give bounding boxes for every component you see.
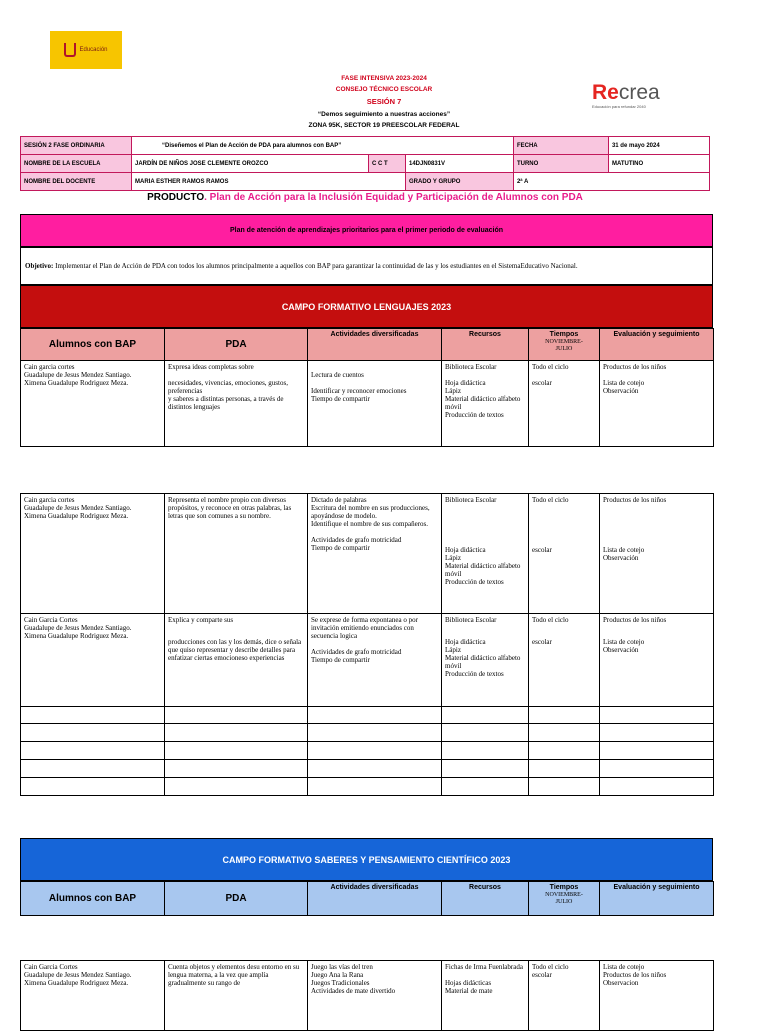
recrea-logo-crea: crea	[618, 81, 660, 104]
evaluacion-cell	[600, 494, 714, 614]
actividad-text: Juego las vías del tren	[311, 963, 373, 971]
evaluacion-text: Observacion	[603, 979, 639, 987]
actividad-text: Tiempo de compartir	[311, 656, 370, 664]
info-teacher-value: MARIA ESTHER RAMOS RAMOS	[132, 173, 406, 191]
alumno-name: Guadalupe de Jesus Mendez Santiago.	[24, 371, 132, 379]
recrea-logo	[592, 82, 680, 112]
pda-text: Expresa ideas completas sobre	[168, 363, 254, 371]
tiempo-text: escolar	[532, 546, 552, 554]
educacion-logo	[50, 31, 122, 69]
alumno-name: Ximena Guadalupe Rodriguez Meza.	[24, 632, 129, 640]
col-evaluacion-header: Evaluación y seguimiento	[600, 329, 714, 361]
alumno-name: Cain garcia cortes	[24, 496, 75, 504]
saberes-table-header	[20, 881, 714, 916]
alumnos-cell	[21, 361, 165, 447]
recurso-text: Producción de textos	[445, 578, 504, 586]
recurso-text: Lápiz	[445, 554, 461, 562]
info-cct-label: C C T	[369, 155, 406, 173]
recursos-cell	[442, 494, 529, 614]
recurso-text: Hoja didáctica	[445, 638, 486, 646]
tiempo-text: Todo el ciclo	[532, 363, 569, 371]
alumno-name: Guadalupe de Jesus Mendez Santiago.	[24, 624, 132, 632]
tiempos-cell	[529, 961, 600, 1031]
alumno-name: Ximena Guadalupe Rodriguez Meza.	[24, 379, 129, 387]
campo-lenguajes-bar	[20, 285, 713, 328]
pda-cell	[165, 614, 308, 707]
actividad-text: Se exprese de forma expontanea o por invitación emitiendo enunciados con secuencia logica	[311, 616, 418, 640]
table-row	[21, 961, 714, 1031]
pda-cell	[165, 494, 308, 614]
tiempos-cell	[529, 361, 600, 447]
info-teacher-label: NOMBRE DEL DOCENTE	[21, 173, 132, 191]
pda-text: Cuenta objetos y elementos desu entorno en su lengua materna, a la vez que amplía gradualmente su rango de	[168, 963, 300, 987]
lenguajes-table-1	[20, 328, 714, 447]
recurso-text: Hoja didáctica	[445, 379, 486, 387]
header-line-3: SESIÓN 7	[366, 97, 402, 106]
col-actividades-header: Actividades diversificadas	[308, 329, 442, 361]
educacion-logo-text: Educación	[79, 47, 108, 53]
empty-row	[21, 724, 714, 742]
recurso-text: Material didáctico alfabeto móvil	[445, 395, 521, 411]
col-alumnos-header: Alumnos con BAP	[21, 882, 165, 916]
actividad-text: Tiempo de compartir	[311, 395, 370, 403]
actividad-text: Tiempo de compartir	[311, 544, 370, 552]
table-row	[21, 614, 714, 707]
col-tiempos-sub: NOVIEMBRE-JULIO	[545, 339, 583, 352]
saberes-table-1	[20, 960, 714, 1031]
recurso-text: Producción de textos	[445, 411, 504, 419]
pda-text: necesidades, vivencias, emociones, gustos, preferencias	[168, 379, 288, 395]
evaluacion-text: Lista de cotejo	[603, 638, 645, 646]
actividad-text: Actividades de grafo motricidad	[311, 536, 402, 544]
col-actividades-header: Actividades diversificadas	[308, 882, 442, 916]
evaluacion-text: Lista de cotejo	[603, 546, 645, 554]
info-turno-label: TURNO	[513, 155, 608, 173]
plan-title-bar	[20, 214, 713, 247]
recurso-text: Material didáctico alfabeto móvil	[445, 562, 521, 578]
recurso-text: Hojas didácticas	[445, 979, 492, 987]
info-grade-label: GRADO Y GRUPO	[406, 173, 514, 191]
col-alumnos-header: Alumnos con BAP	[21, 329, 165, 361]
recurso-text: Lápiz	[445, 646, 461, 654]
alumno-name: Cain Garcia Cortes	[24, 963, 78, 971]
evaluacion-text: Observación	[603, 646, 639, 654]
header-line-4: “Demos seguimiento a nuestras acciones”	[317, 111, 451, 118]
evaluacion-text: Productos de los niños	[603, 971, 667, 979]
info-date-value: 31 de mayo 2024	[608, 137, 709, 155]
pda-text: y saberes a distintas personas, a través de distintos lenguajes	[168, 395, 284, 411]
actividad-text: Dictado de palabras	[311, 496, 367, 504]
actividad-text: Actividades de grafo motricidad	[311, 648, 402, 656]
pda-text: Representa el nombre propio con diversos propósitos, y reconoce en otras palabras, las letras que son comunes a su nombre.	[168, 496, 292, 520]
info-school-value: JARDÍN DE NIÑOS JOSE CLEMENTE OROZCO	[132, 155, 369, 173]
tiempo-text: escolar	[532, 379, 552, 387]
pda-text: Explica y comparte sus	[168, 616, 234, 624]
recurso-text: Material de mate	[445, 987, 493, 995]
alumno-name: Cain Garcia Cortes	[24, 616, 78, 624]
objetivo-label: Objetivo:	[25, 262, 54, 270]
header-line-5: ZONA 95K, SECTOR 19 PREESCOLAR FEDERAL	[308, 122, 460, 129]
alumno-name: Cain garcia cortes	[24, 363, 75, 371]
pda-cell	[165, 961, 308, 1031]
col-tiempos-title: Tiempos	[549, 884, 579, 891]
info-table	[20, 136, 710, 191]
recursos-cell	[442, 361, 529, 447]
col-recursos-header: Recursos	[442, 882, 529, 916]
recurso-text: Biblioteca Escolar	[445, 616, 497, 624]
pda-cell	[165, 361, 308, 447]
recurso-text: Lápiz	[445, 387, 461, 395]
alumno-name: Ximena Guadalupe Rodriguez Meza.	[24, 979, 129, 987]
actividades-cell	[308, 494, 442, 614]
tiempo-text: Todo el ciclo	[532, 496, 569, 504]
info-cct-value: 14DJN0831V	[406, 155, 514, 173]
evaluacion-text: Productos de los niños	[603, 363, 667, 371]
tiempo-text: escolar	[532, 971, 552, 979]
recursos-cell	[442, 614, 529, 707]
col-tiempos-sub: NOVIEMBRE-JULIO	[545, 892, 583, 905]
col-pda-header: PDA	[165, 329, 308, 361]
recurso-text: Producción de textos	[445, 670, 504, 678]
producto-label: PRODUCTO	[147, 192, 205, 203]
alumno-name: Guadalupe de Jesus Mendez Santiago.	[24, 504, 132, 512]
col-pda-header: PDA	[165, 882, 308, 916]
tiempos-cell	[529, 494, 600, 614]
alumno-name: Guadalupe de Jesus Mendez Santiago.	[24, 971, 132, 979]
alumnos-cell	[21, 961, 165, 1031]
empty-row	[21, 778, 714, 796]
campo-saberes-title: CAMPO FORMATIVO SABERES Y PENSAMIENTO CIENTÍFICO 2023	[222, 854, 511, 865]
evaluacion-cell	[600, 614, 714, 707]
evaluacion-text: Observación	[603, 554, 639, 562]
recurso-text: Biblioteca Escolar	[445, 363, 497, 371]
evaluacion-text: Observación	[603, 387, 639, 395]
empty-row	[21, 707, 714, 724]
evaluacion-text: Productos de los niños	[603, 496, 667, 504]
actividad-text: Juego Ana la Rana	[311, 971, 364, 979]
recurso-text: Material didáctico alfabeto móvil	[445, 654, 521, 670]
alumno-name: Ximena Guadalupe Rodriguez Meza.	[24, 512, 129, 520]
actividad-text: Actividades de mate divertido	[311, 987, 396, 995]
table-row	[21, 494, 714, 614]
lenguajes-table-2	[20, 493, 714, 796]
actividades-cell	[308, 961, 442, 1031]
actividad-text: Escritura del nombre en sus producciones, apoyándose de modelo.	[311, 504, 430, 520]
recrea-logo-re: Re	[592, 81, 619, 104]
empty-row	[21, 760, 714, 778]
col-tiempos-header	[529, 329, 600, 361]
tiempos-cell	[529, 614, 600, 707]
recrea-tagline: Educación para refundar 2040	[592, 104, 646, 109]
table-row	[21, 361, 714, 447]
actividad-text: Juegos Tradicionales	[311, 979, 370, 987]
evaluacion-cell	[600, 361, 714, 447]
objetivo-box	[20, 247, 713, 285]
col-tiempos-header	[529, 882, 600, 916]
info-date-label: FECHA	[513, 137, 608, 155]
evaluacion-text: Lista de cotejo	[603, 379, 645, 387]
pda-text: producciones con las y los demás, dice o señala que quiso representar y describe detalles para enfatizar ciertas emocioneso experiencias	[168, 638, 302, 662]
col-evaluacion-header: Evaluación y seguimiento	[600, 882, 714, 916]
evaluacion-text: Lista de cotejo	[603, 963, 645, 971]
recurso-text: Fichas de Irma Fuenlabrada	[445, 963, 523, 971]
alumnos-cell	[21, 494, 165, 614]
info-turno-value: MATUTINO	[608, 155, 709, 173]
actividad-text: Identificar y reconocer emociones	[311, 387, 407, 395]
header-line-2: CONSEJO TÉCNICO ESCOLAR	[335, 86, 433, 93]
empty-row	[21, 742, 714, 760]
producto-title	[20, 192, 710, 203]
actividad-text: Identifique el nombre de sus compañeros.	[311, 520, 429, 528]
info-grade-value: 2ª A	[513, 173, 709, 191]
info-session-label: SESIÓN 2 FASE ORDINARIA	[21, 137, 132, 155]
col-tiempos-title: Tiempos	[549, 331, 579, 338]
info-session-value: “Diseñemos el Plan de Acción de PDA para alumnos con BAP”	[132, 137, 514, 155]
header-line-1: FASE INTENSIVA 2023-2024	[341, 75, 427, 82]
tiempo-text: escolar	[532, 638, 552, 646]
recurso-text: Biblioteca Escolar	[445, 496, 497, 504]
objetivo-text: Implementar el Plan de Acción de PDA con todos los alumnos principalmente a aquellos con BAP para garantizar la continuidad de las y los estudiantes en el SistemaEducativo Nacional.	[53, 262, 578, 270]
tiempo-text: Todo el ciclo	[532, 616, 569, 624]
recursos-cell	[442, 961, 529, 1031]
producto-text: . Plan de Acción para la Inclusión Equidad y Participación de Alumnos con PDA	[204, 192, 583, 203]
campo-saberes-bar	[20, 838, 713, 881]
alumnos-cell	[21, 614, 165, 707]
tiempo-text: Todo el ciclo	[532, 963, 569, 971]
actividades-cell	[308, 361, 442, 447]
book-logo-icon	[64, 43, 76, 57]
campo-lenguajes-title: CAMPO FORMATIVO LENGUAJES 2023	[281, 301, 452, 312]
evaluacion-cell	[600, 961, 714, 1031]
col-recursos-header: Recursos	[442, 329, 529, 361]
plan-title: Plan de atención de aprendizajes prioritarios para el primer periodo de evaluación	[229, 227, 504, 234]
recurso-text: Hoja didáctica	[445, 546, 486, 554]
actividad-text: Lectura de cuentos	[311, 371, 364, 379]
evaluacion-text: Productos de los niños	[603, 616, 667, 624]
actividades-cell	[308, 614, 442, 707]
info-school-label: NOMBRE DE LA ESCUELA	[21, 155, 132, 173]
